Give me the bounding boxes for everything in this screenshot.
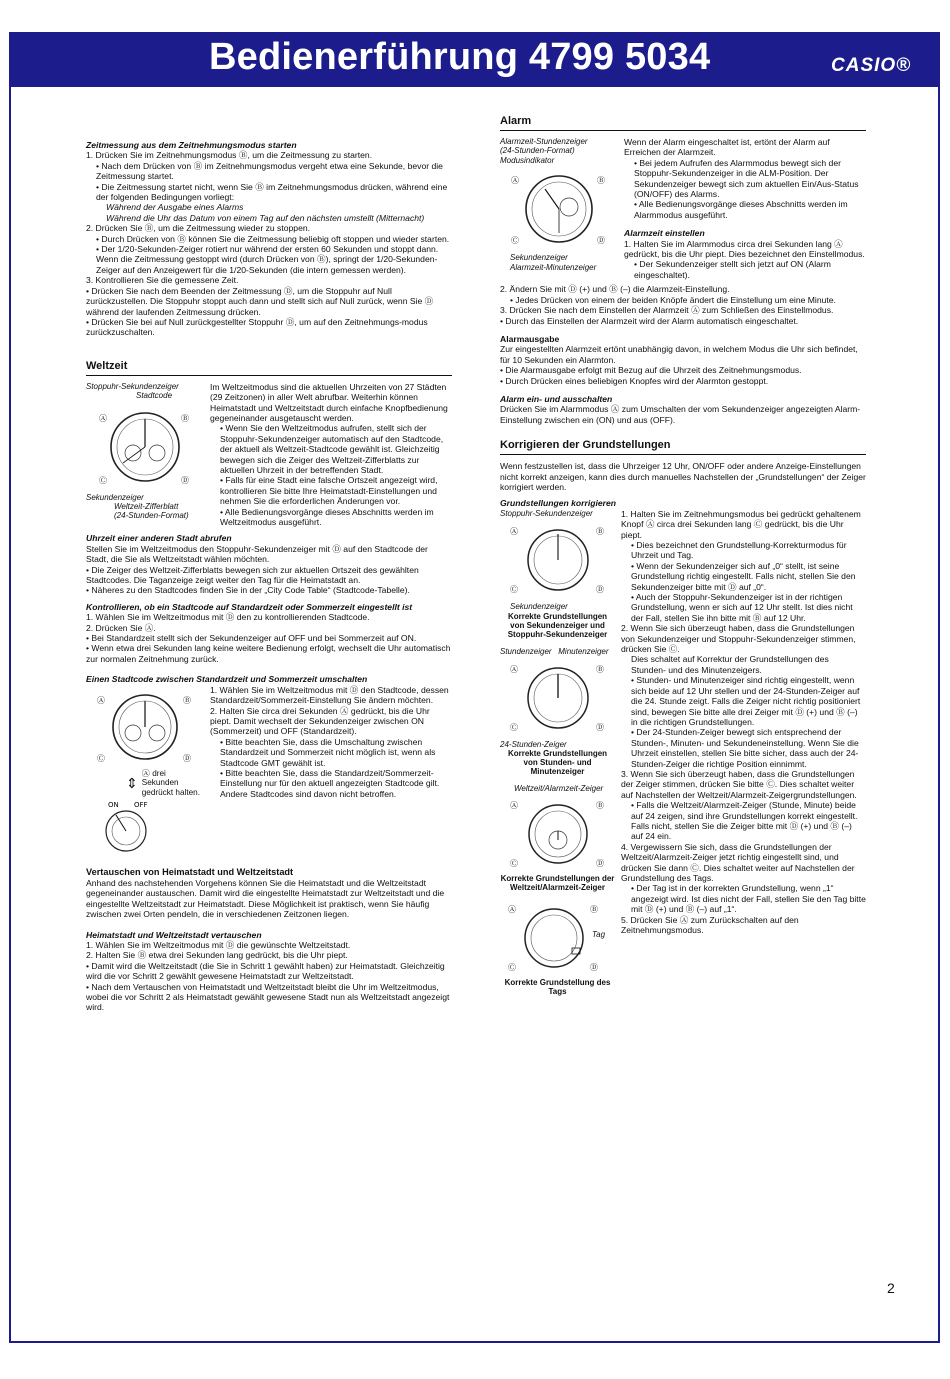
svg-text:Ⓓ: Ⓓ bbox=[595, 858, 604, 868]
text-line: • Jedes Drücken von einem der beiden Knöpfe ändert die Einstellung um eine Minute. bbox=[510, 294, 836, 305]
dst-text bbox=[210, 685, 452, 860]
tag-figure bbox=[500, 900, 615, 976]
text-line: • Bei jedem Aufrufen des Alarmmodus bewegt sich der Stoppuhr-Sekundenzeiger in die ALM-Position. Der Sekundenzeiger bewegt sich zum aktuellen Ein/Aus-Status (ON/OFF) des Alarms. bbox=[634, 157, 859, 200]
figure-label: Stoppuhr-Sekundenzeiger bbox=[500, 508, 593, 518]
figure-caption: Korrekte Grundstellungen von Stunden- und Minutenzeiger bbox=[507, 749, 608, 777]
grundstellung-figures bbox=[500, 509, 615, 996]
text-line: • Nach dem Vertauschen von Heimatstadt und Weltzeitstadt bleibt die Uhr im Weltzeitmodus, wobei die vor Schritt 2 als Heimatstadt gewählt gewesene Stadt nun als Weltzeitstadt angezeigt wird. bbox=[86, 981, 450, 1013]
text-line: • Drücken Sie bei auf Null zurückgestellter Stoppuhr Ⓓ, um auf den Zeitnehmungs-modus zurückzuschalten. bbox=[86, 316, 428, 338]
text-line: • Näheres zu den Stadtcodes finden Sie in der „City Code Table“ (Stadtcode-Tabelle). bbox=[86, 585, 410, 596]
text-line: 2. Wenn Sie sich überzeugt haben, dass die Grundstellungen von Sekundenzeiger und Stoppuhr-Sekundenzeiger stimmen, drücken Sie Ⓒ. bbox=[621, 623, 856, 655]
section-title-weltzeit: Weltzeit bbox=[86, 360, 452, 376]
page-title: Bedienerführung 4799 5034 bbox=[209, 36, 711, 78]
text-line: 2. Halten Sie Ⓑ etwa drei Sekunden lang gedrückt, bis die Uhr piept. bbox=[86, 950, 348, 961]
dst-figure bbox=[86, 685, 204, 860]
figure-label: Alarmzeit-Minutenzeiger bbox=[510, 262, 597, 272]
text-line: Während die Uhr das Datum von einem Tag auf den nächsten umstellt (Mitternacht) bbox=[106, 212, 425, 223]
svg-text:Ⓑ: Ⓑ bbox=[589, 904, 598, 914]
dst-caption bbox=[86, 769, 204, 798]
figure-label: Tag bbox=[592, 929, 606, 939]
watch-diagram-icon bbox=[508, 658, 608, 738]
figure-label: Sekundenzeiger bbox=[510, 602, 568, 612]
section-subtitle: Vertauschen von Heimatstadt und Weltzeitstadt bbox=[86, 867, 294, 878]
text-line: 1. Wählen Sie im Weltzeitmodus mit Ⓓ den Stadtcode, dessen Standardzeit/Sommerzeit-Einstellung Sie ändern möchten. bbox=[210, 684, 449, 706]
svg-text:Ⓑ: Ⓑ bbox=[595, 800, 604, 810]
section-subtitle: Uhrzeit einer anderen Stadt abrufen bbox=[86, 533, 232, 544]
text-line: • Drücken Sie nach dem Beenden der Zeitmessung Ⓓ, um die Stoppuhr auf Null zurückzustellen. Die Stoppuhr stoppt auch dann und stellt sich auf Null zurück, wenn Sie Ⓓ während der laufenden Zeitmessung drücken. bbox=[86, 285, 434, 317]
svg-text:Ⓓ: Ⓓ bbox=[595, 723, 604, 732]
section-subtitle: Alarmausgabe bbox=[500, 333, 560, 344]
text-line: • Die Zeitmessung startet nicht, wenn Sie Ⓑ im Zeitnehmungsmodus drücken, während eine der folgenden Bedingungen vorliegt: bbox=[96, 181, 448, 203]
text-line: 5. Drücken Sie Ⓐ zum Zurückschalten auf den Zeitnehmungsmodus. bbox=[621, 914, 799, 936]
watch-diagram-icon bbox=[508, 796, 608, 872]
svg-text:Ⓒ: Ⓒ bbox=[509, 858, 518, 868]
dst-off-label: OFF bbox=[134, 801, 148, 810]
section-subtitle: Grundstellungen korrigieren bbox=[500, 498, 617, 509]
svg-text:Ⓐ: Ⓐ bbox=[509, 800, 518, 810]
text-line: 2. Drücken Sie Ⓑ, um die Zeitmessung wieder zu stoppen. bbox=[86, 223, 311, 234]
text-line: • Bitte beachten Sie, dass die Umschaltung zwischen Standardzeit und Sommerzeit nicht möglich ist, wenn als Stadtcode GMT gewählt ist. bbox=[220, 736, 436, 768]
svg-text:Ⓐ: Ⓐ bbox=[509, 665, 518, 674]
section-subtitle: Alarm ein- und ausschalten bbox=[500, 393, 613, 404]
text-line: • Stunden- und Minutenzeiger sind richtig eingestellt, wenn sich beide auf 12 Uhr stellen und der 24-Stunden-Zeiger auf die 24. Stunde zeigt. Falls die Zeiger nicht richtig positioniert sind, bewegen Sie bitte alle drei Zeiger mit Ⓓ (+) und Ⓑ (–) in die richtigen Grundstellungen. bbox=[631, 675, 861, 727]
left-column bbox=[86, 140, 452, 1013]
figure-label bbox=[500, 647, 615, 656]
text-line: • Bei Standardzeit stellt sich der Sekundenzeiger auf OFF und bei Sommerzeit auf ON. bbox=[86, 633, 417, 644]
text-line: • Bitte beachten Sie, dass die Standardzeit/Sommerzeit-Einstellung nur für den aktuell angezeigten Stadtcode gilt. Andere Stadtcodes sind davon nicht betroffen. bbox=[220, 767, 440, 799]
text-line: 1. Wählen Sie im Weltzeitmodus mit Ⓓ die gewünschte Weltzeitstadt. bbox=[86, 939, 351, 950]
figure-label: Weltzeit-Zifferblatt bbox=[114, 501, 179, 511]
text-line: • Die Alarmausgabe erfolgt mit Bezug auf die Uhrzeit des Zeitnehmungsmodus. bbox=[500, 365, 802, 376]
svg-text:Ⓑ: Ⓑ bbox=[595, 665, 604, 674]
text-line: Stellen Sie im Weltzeitmodus den Stoppuhr-Sekundenzeiger mit Ⓓ auf den Stadtcode der Stadt, die Sie als Weltzeitstadt wählen möchten. bbox=[86, 543, 428, 565]
watch-diagram-icon bbox=[507, 167, 611, 251]
section-subtitle: Einen Stadtcode zwischen Standardzeit und Sommerzeit umschalten bbox=[86, 674, 368, 685]
watch-diagram-icon bbox=[93, 403, 197, 491]
text-line: 1. Halten Sie im Zeitnehmungsmodus bei gedrückt gehaltenem Knopf Ⓐ circa drei Sekunden lang Ⓒ gedrückt, bis die Uhr piept. bbox=[621, 508, 861, 540]
svg-text:Ⓐ: Ⓐ bbox=[509, 527, 518, 537]
figure-label: Alarmzeit-Stundenzeiger bbox=[500, 137, 588, 146]
text-line: Wenn festzustellen ist, dass die Uhrzeiger 12 Uhr, ON/OFF oder andere Anzeige-Einstellungen nicht korrekt anzeigen, kann dies durch manuelles Nachstellen der „Grundstellungen“ der Zeiger korrigiert werden. bbox=[500, 461, 866, 492]
text-line: • Der Sekundenzeiger stellt sich jetzt auf ON (Alarm eingeschaltet). bbox=[634, 259, 831, 280]
figure-label: Sekundenzeiger bbox=[86, 492, 144, 502]
text-line: Dies schaltet auf Korrektur der Grundstellungen des Stunden- und des Minutenzeigers. bbox=[631, 654, 829, 675]
text-line: • Durch Drücken von Ⓑ können Sie die Zeitmessung beliebig oft stoppen und wieder starten. bbox=[96, 233, 450, 244]
svg-text:Ⓑ: Ⓑ bbox=[181, 413, 189, 423]
page-number: 2 bbox=[887, 1280, 895, 1296]
text-line: 3. Wenn Sie sich überzeugt haben, dass die Grundstellungen der Zeiger stimmen, drücken Sie bitte Ⓒ. Dies schaltet weiter auf Nachstellen der Weltzeit/Alarmzeit-Zeigergrundstellungen. bbox=[621, 768, 857, 800]
text-line: • Der 1/20-Sekunden-Zeiger rotiert nur während der ersten 60 Sekunden und stoppt dann. Wenn die Zeitmessung gestoppt wird (durch Drücken von Ⓑ), springt der 1/20-Sekunden-Zeiger auf den Anzeigewert für die 1/20-Sekunden (die intern gemessen werden). bbox=[96, 244, 439, 275]
text-line: • Die Zeiger des Weltzeit-Zifferblatts bewegen sich zur aktuellen Ortszeit des gewählten Stadtcodes. Die Taganzeige zeigt weiter den Tag für die Heimatstadt an. bbox=[86, 564, 419, 586]
text-line: • Falls für eine Stadt eine falsche Ortszeit angezeigt wird, kontrollieren Sie bitte Ihre Heimatstadt-Einstellungen und nehmen Sie die erforderlichen Änderungen vor. bbox=[220, 475, 438, 507]
section-title-grundstellungen: Korrigieren der Grundstellungen bbox=[500, 439, 866, 455]
weltzeit-figure bbox=[86, 382, 204, 528]
svg-text:Ⓒ: Ⓒ bbox=[511, 236, 519, 246]
section-subtitle: Heimatstadt und Weltzeitstadt vertauschen bbox=[86, 929, 262, 940]
text-line: 2. Halten Sie circa drei Sekunden Ⓐ gedrückt, bis die Uhr piept. Damit wechselt der Sekundenzeiger zwischen ON (Sommerzeit) und OFF (Standardzeit). bbox=[210, 705, 430, 737]
dst-dial-icon bbox=[86, 797, 190, 859]
svg-text:Ⓐ: Ⓐ bbox=[507, 904, 516, 914]
grundstellung-text bbox=[621, 509, 866, 996]
arrow-updown-icon: ⇕ bbox=[126, 774, 138, 791]
svg-text:Ⓒ: Ⓒ bbox=[97, 753, 105, 763]
figure-label: 24-Stunden-Zeiger bbox=[500, 740, 567, 749]
text-line: • Alle Bedienungsvorgänge dieses Abschnitts werden im Alarmmodus ausgeführt. bbox=[634, 199, 848, 220]
figure-caption: Ⓐ drei Sekunden gedrückt halten. bbox=[141, 768, 200, 797]
figure-label: Weltzeit/Alarmzeit-Zeiger bbox=[514, 784, 604, 794]
section-subtitle: Zeitmessung aus dem Zeitnehmungsmodus starten bbox=[86, 140, 297, 150]
figure-label: Modusindikator bbox=[500, 155, 555, 165]
text-line: • Durch Drücken eines beliebigen Knopfes wird der Alarmton gestoppt. bbox=[500, 375, 769, 386]
header-bar bbox=[9, 32, 940, 87]
svg-text:Ⓑ: Ⓑ bbox=[595, 527, 604, 537]
svg-text:Ⓐ: Ⓐ bbox=[511, 176, 519, 186]
text-line: Anhand des nachstehenden Vorgehens können Sie die Heimatstadt und die Weltzeitstadt gegeneinander austauschen. Damit wird die eingestellte Heimatstadt zur Weltzeitstadt und die eingestellte Weltzeitstadt zur Heimatstadt. Diese Möglichkeit ist praktisch, wenn Sie häufig zwischen zwei Orten pendeln, die in verschiedenen Zeitzonen liegen. bbox=[86, 877, 445, 920]
casio-logo: CASIO® bbox=[831, 55, 912, 76]
text-line: Wenn der Alarm eingeschaltet ist, ertönt der Alarm auf Erreichen der Alarmzeit. bbox=[624, 137, 830, 158]
svg-text:Ⓒ: Ⓒ bbox=[509, 585, 518, 595]
section-title-alarm: Alarm bbox=[500, 115, 866, 131]
svg-text:Ⓑ: Ⓑ bbox=[183, 695, 191, 705]
grundstellung-block bbox=[500, 509, 866, 996]
right-column bbox=[500, 115, 866, 996]
svg-text:Ⓒ: Ⓒ bbox=[99, 475, 107, 485]
text-line: 1. Drücken Sie im Zeitnehmungsmodus Ⓑ, um die Zeitmessung zu starten. bbox=[86, 150, 373, 161]
text-line: • Wenn Sie den Weltzeitmodus aufrufen, stellt sich der Stoppuhr-Sekundenzeiger automatisch auf den Stadtcode, der aktuell als Weltzeit-Stadtcode gewählt ist. Gleichzeitig bewegen sich die Zeiger des Weltzeit-Zifferblatts zur aktuellen Uhrzeit in der betreffenden Stadt. bbox=[220, 423, 444, 475]
text-line: 1. Wählen Sie im Weltzeitmodus mit Ⓓ den zu kontrollierenden Stadtcode. bbox=[86, 612, 370, 623]
watch-diagram-icon bbox=[508, 520, 608, 600]
svg-text:Ⓐ: Ⓐ bbox=[99, 413, 107, 423]
figure-label: Minutenzeiger bbox=[558, 646, 609, 656]
weltzeit-block bbox=[86, 382, 452, 528]
text-line: • Alle Bedienungsvorgänge dieses Abschnitts werden im Weltzeitmodus ausgeführt. bbox=[220, 506, 434, 527]
text-line: 3. Kontrollieren Sie die gemessene Zeit. bbox=[86, 275, 239, 286]
text-line: • Dies bezeichnet den Grundstellung-Korrekturmodus für Uhrzeit und Tag. bbox=[631, 540, 847, 561]
figure-label: (24-Stunden-Format) bbox=[500, 146, 575, 156]
watch-diagram-icon bbox=[93, 687, 197, 767]
figure-caption: Korrekte Grundstellungen der Weltzeit/Alarmzeit-Zeiger bbox=[500, 873, 615, 892]
text-line: • Nach dem Drücken von Ⓑ im Zeitnehmungsmodus vergeht etwa eine Sekunde, bevor die Zeitmessung startet. bbox=[96, 160, 443, 182]
figure-label: (24-Stunden-Format) bbox=[114, 511, 189, 521]
text-line: 2. Drücken Sie Ⓐ. bbox=[86, 622, 156, 633]
section-subtitle: Kontrollieren, ob ein Stadtcode auf Standardzeit oder Sommerzeit eingestellt ist bbox=[86, 601, 413, 612]
svg-text:Ⓒ: Ⓒ bbox=[507, 962, 516, 972]
text-line: 3. Drücken Sie nach dem Einstellen der Alarmzeit Ⓐ zum Schließen des Einstellmodus. bbox=[500, 305, 834, 316]
figure-label: Stundenzeiger bbox=[500, 646, 552, 656]
text-line: • Wenn der Sekundenzeiger sich auf „0“ stellt, ist seine Grundstellung richtig eingestellt. Falls nicht, stellen Sie den Sekundenzeiger bitte mit Ⓓ auf „0“. bbox=[631, 560, 856, 592]
text-line: • Auch der Stoppuhr-Sekundenzeiger ist in der richtigen Grundstellung, wenn er sich auf 12 Uhr stellt. Ist dies nicht der Fall, stellen Sie ihn bitte mit Ⓑ auf 12 Uhr. bbox=[631, 592, 853, 623]
svg-text:Ⓓ: Ⓓ bbox=[597, 236, 605, 246]
dst-on-label: ON bbox=[108, 801, 119, 810]
section-subtitle: Alarmzeit einstellen bbox=[624, 228, 705, 239]
svg-text:Ⓓ: Ⓓ bbox=[589, 962, 598, 972]
alarm-figure bbox=[500, 137, 618, 280]
weltzeit-text bbox=[210, 382, 452, 528]
figure-label: Stoppuhr-Sekundenzeiger bbox=[86, 381, 179, 391]
text-line: • Der Tag ist in der korrekten Grundstellung, wenn „1“ angezeigt wird. Ist dies nicht der Fall, stellen Sie den Tag bitte mit Ⓓ (+) und Ⓑ (–) auf „1“. bbox=[631, 883, 866, 915]
svg-text:Ⓐ: Ⓐ bbox=[97, 695, 105, 705]
text-line: Drücken Sie im Alarmmodus Ⓐ zum Umschalten der vom Sekundenzeiger angezeigten Alarm-Einstellung zwischen ein (ON) und aus (OFF). bbox=[500, 404, 861, 425]
figure-label: Stadtcode bbox=[136, 391, 173, 401]
svg-text:Ⓓ: Ⓓ bbox=[183, 753, 191, 763]
alarm-text bbox=[624, 137, 866, 280]
figure-label: Sekundenzeiger bbox=[510, 253, 568, 263]
text-line: • Damit wird die Weltzeitstadt (die Sie in Schritt 1 gewählt haben) zur Heimatstadt. Gleichzeitig wird die vor Schritt 2 gewählt gewesene Heimatstadt zur Weltzeitstadt. bbox=[86, 960, 445, 982]
svg-text:Ⓒ: Ⓒ bbox=[509, 723, 518, 732]
text-line: 2. Ändern Sie mit Ⓓ (+) und Ⓑ (–) die Alarmzeit-Einstellung. bbox=[500, 284, 730, 295]
text-line: Im Weltzeitmodus sind die aktuellen Uhrzeiten von 27 Städten (29 Zeitzonen) in aller Welt abrufbar. Weiterhin können Heimatstadt und Weltzeitstadt durch einfache Knopfbedienung gegeneinander ausgetauscht werden. bbox=[210, 381, 448, 423]
svg-text:Ⓓ: Ⓓ bbox=[595, 585, 604, 595]
figure-caption: Korrekte Grundstellung des Tags bbox=[504, 977, 611, 996]
text-line: Während der Ausgabe eines Alarms bbox=[106, 202, 244, 213]
text-line: • Durch das Einstellen der Alarmzeit wird der Alarm automatisch eingeschaltet. bbox=[500, 315, 799, 326]
text-line: 1. Halten Sie im Alarmmodus circa drei Sekunden lang Ⓐ gedrückt, bis die Uhr piept. Dies bezeichnet den Einstellmodus. bbox=[624, 238, 865, 260]
svg-text:Ⓓ: Ⓓ bbox=[181, 475, 189, 485]
text-line: • Falls die Weltzeit/Alarmzeit-Zeiger (Stunde, Minute) beide auf 24 zeigen, sind ihre Grundstellungen korrekt eingestellt. Falls nicht, stellen Sie die Zeiger bitte mit Ⓓ (+) und Ⓑ (–) auf 24 ein. bbox=[631, 800, 858, 842]
text-line: 4. Vergewissern Sie sich, dass die Grundstellungen der Weltzeit/Alarmzeit-Zeiger jetzt richtig eingestellt sind, und drücken Sie dann Ⓒ. Dies schaltet weiter auf Nachstellen der Grundstellung des Tags. bbox=[621, 841, 855, 883]
alarm-block bbox=[500, 137, 866, 280]
text-line: Zur eingestellten Alarmzeit ertönt unabhängig davon, in welchem Modus die Uhr sich befindet, für 10 Sekunden ein Alarmton. bbox=[500, 344, 858, 365]
figure-caption: Korrekte Grundstellungen von Sekundenzeiger und Stoppuhr-Sekundenzeiger bbox=[507, 611, 608, 639]
text-line: • Der 24-Stunden-Zeiger bewegt sich entsprechend der Stunden-, Minuten- und Sekundeneinstellung. Wenn Sie die Uhrzeit einstellen, stellen Sie bitte sicher, dass auch der 24-Stunden-Zeiger die richtige Position einnimmt. bbox=[631, 727, 859, 769]
dst-block bbox=[86, 685, 452, 860]
svg-text:Ⓑ: Ⓑ bbox=[597, 176, 605, 186]
text-line: • Wenn etwa drei Sekunden lang keine weitere Bedienung erfolgt, wechselt die Uhr automatisch zur normalen Zeitnehmung zurück. bbox=[86, 643, 451, 664]
